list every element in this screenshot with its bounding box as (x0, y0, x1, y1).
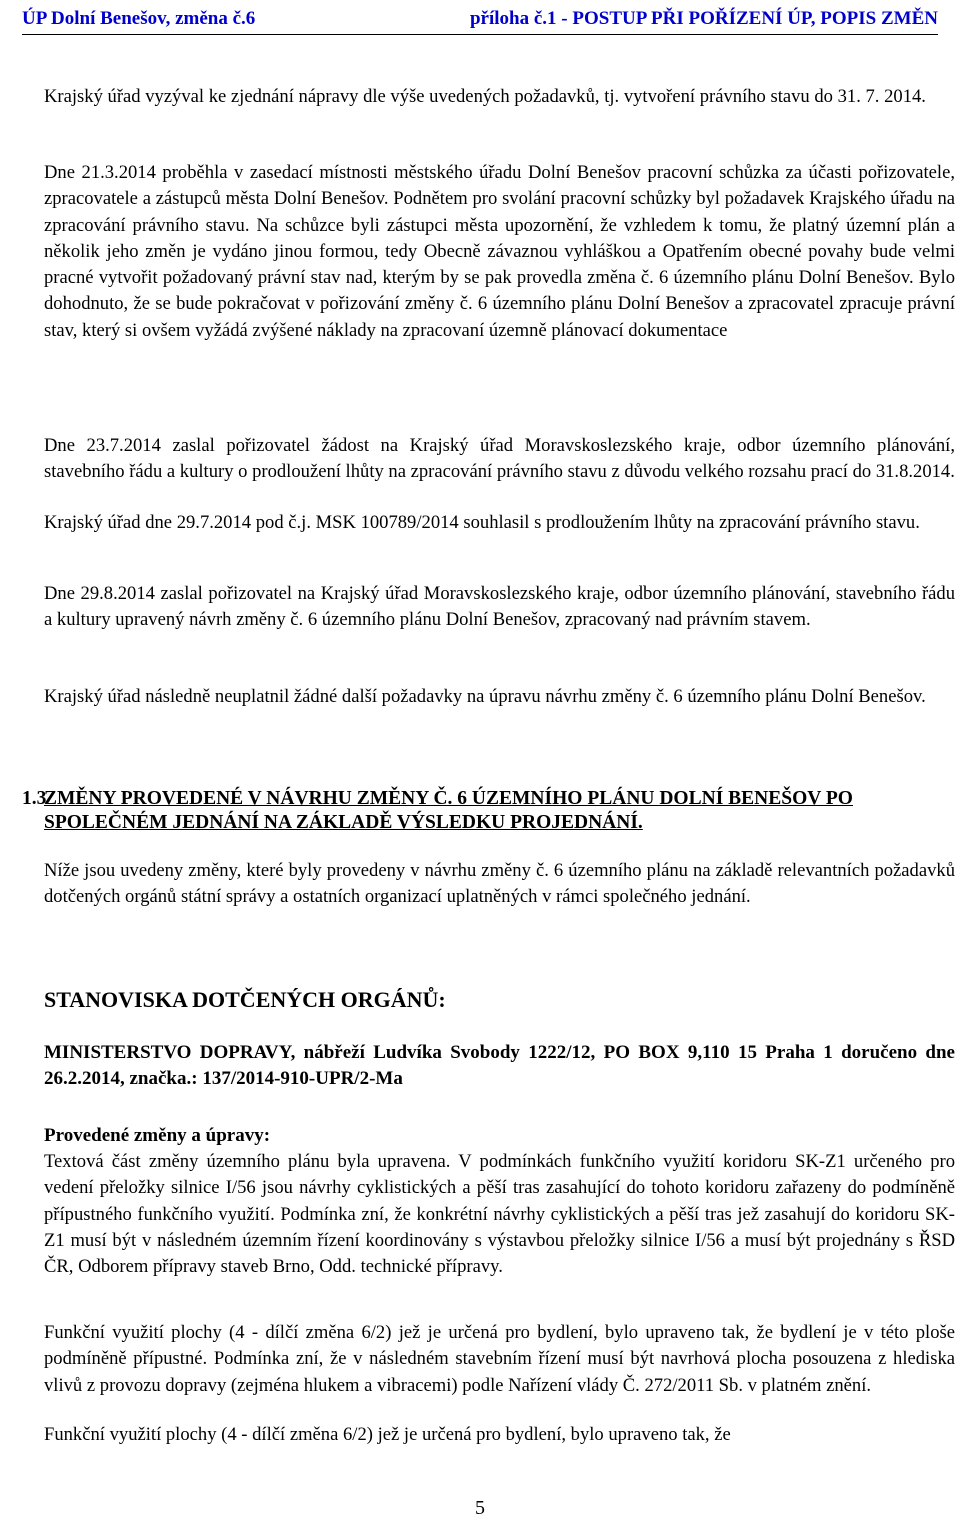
paragraph-submission: Dne 29.8.2014 zaslal pořizovatel na Krajský úřad Moravskoslezského kraje, odbor územního plánování, stavebního řádu a kultury upravený návrh změny č. 6 územního plánu Dolní Benešov, zpracovaný nad právním stavem. (44, 583, 955, 631)
paragraph-extension-approval: Krajský úřad dne 29.7.2014 pod č.j. MSK 100789/2014 souhlasil s prodloužením lhůty na zpracování právního stavu. (44, 512, 920, 533)
stanoviska-heading: STANOVISKA DOTČENÝCH ORGÁNŮ: (44, 987, 446, 1012)
header-title: ÚP Dolní Benešov, změna č.6 (22, 8, 256, 29)
paragraph-no-requirements: Krajský úřad následně neuplatnil žádné další požadavky na úpravu návrhu změny č. 6 územního plánu Dolní Benešov. (44, 686, 926, 707)
paragraph-meeting: Dne 21.3.2014 proběhla v zasedací místnosti městského úřadu Dolní Benešov pracovní schůzka za účasti pořizovatele, zpracovatele a zástupců města Dolní Benešov. Podnětem pro svolání pracovní schůzky byl požadavek Krajského úřadu na zpracování právního stavu. Na schůzce byli zástupci města upozornění, že vzhledem k tomu, že platný územní plán a několik jeho změn je vydáno jinou formou, tedy Obecně závaznou vyhláškou a Opatřením obecné povahy bude velmi pracné vytvořit požadovaný právní stav nad, kterým by se pak provedla změna č. 6 územního plánu Dolní Benešov. Bylo dohodnuto, že se bude pokračovat v pořizování změny č. 6 územního plánu Dolní Benešov a zpracovatel zpracuje právní stav, který si ovšem vyžádá zvýšené náklady na zpracovaní územně plánovací dokumentace (44, 162, 955, 341)
paragraph-land-use-2: Funkční využití plochy (4 - dílčí změna 6/2) jež je určená pro bydlení, bylo upraveno tak, že (44, 1424, 731, 1445)
paragraph-changes-intro: Níže jsou uvedeny změny, které byly provedeny v návrhu změny č. 6 územního plánu na základě relevantních požadavků dotčených orgánů státní správy a ostatních organizací uplatněných v rámci společného jednání. (44, 860, 955, 908)
paragraph-text-changes: Textová část změny územního plánu byla upravena. V podmínkách funkčního využití koridoru SK-Z1 určeného pro vedení přeložky silnice I/56 jsou návrhy cyklistických a pěší tras zasahující do tohoto koridoru zařazeny do podmíněně přípustného funkčního využití. Podmínka zní, že konkrétní návrhy cyklistických a pěší tras jež zasahují do koridoru SK-Z1 musí být v následném územním řízení koordinovány s výstavbou přeložky silnice I/56 a musí být projednány s ŘSD ČR, Odborem přípravy staveb Brno, Odd. technické přípravy. (44, 1151, 955, 1278)
paragraph-extension-request: Dne 23.7.2014 zaslal pořizovatel žádost na Krajský úřad Moravskoslezského kraje, odbor územního plánování, stavebního řádu a kultury o prodloužení lhůty na zpracování právního stavu z důvodu velkého rozsahu prací do 31.8.2014. (44, 435, 955, 483)
section-title: ZMĚNY PROVEDENÉ V NÁVRHU ZMĚNY Č. 6 ÚZEMNÍHO PLÁNU DOLNÍ BENEŠOV PO SPOLEČNÉM JEDNÁNÍ NA ZÁKLADĚ VÝSLEDKU PROJEDNÁNÍ. (44, 788, 853, 833)
paragraph-land-use-1: Funkční využití plochy (4 - dílčí změna 6/2) jež je určená pro bydlení, bylo upraveno tak, že bydlení je v této ploše podmíněně přípustné. Podmínka zní, že v následném stavebním řízení musí být navrhová plocha posouzena z hlediska vlivů z provozu dopravy (zejména hlukem a vibracemi) podle Nařízení vlády Č. 272/2011 Sb. v platném znění. (44, 1322, 955, 1396)
changes-subheading: Provedené změny a úpravy: (44, 1125, 271, 1146)
page-number: 5 (475, 1497, 485, 1519)
paragraph-deadline: Krajský úřad vyzýval ke zjednání nápravy dle výše uvedených požadavků, tj. vytvoření právního stavu do 31. 7. 2014. (44, 86, 926, 107)
header-subtitle: příloha č.1 - POSTUP PŘI POŘÍZENÍ ÚP, POPIS ZMĚN (469, 8, 938, 29)
page-header (22, 4, 938, 35)
section-number: 1.3 (22, 788, 47, 809)
ministry-heading: MINISTERSTVO DOPRAVY, nábřeží Ludvíka Svobody 1222/12, PO BOX 9,110 15 Praha 1 doručeno dne 26.2.2014, značka.: 137/2014-910-UPR/2-Ma (44, 1042, 955, 1089)
